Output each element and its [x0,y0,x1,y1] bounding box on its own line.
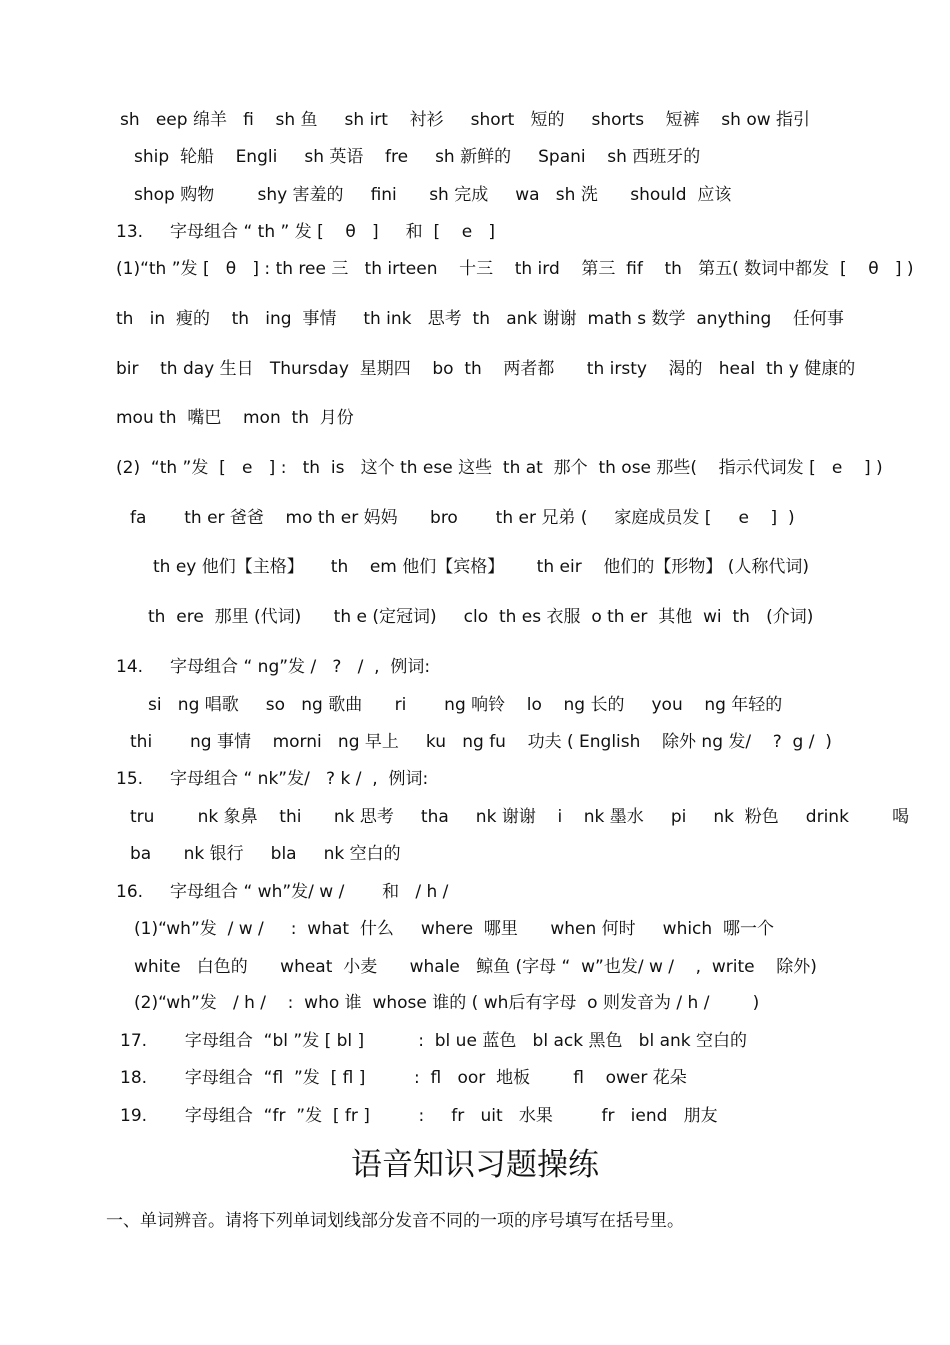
word-list-line-2: ship 轮船 Engli sh 英语 fre sh 新鲜的 Spani sh 西班牙的 [134,147,701,167]
word-list-line-3: shop 购物 shy 害羞的 fini sh 完成 wa sh 洗 should 应该 [134,185,732,205]
rule-heading-16: 16. 字母组合 “ wh”发/ w / 和 / h / [116,882,449,902]
word-list-line-7: bir th day 生日 Thursday 星期四 bo th 两者都 th irsty 渴的 heal th y 健康的 [116,359,856,379]
word-list-line-10: fa th er 爸爸 mo th er 妈妈 bro th er 兄弟 ( 家庭成员发 [ e ] ) [130,508,795,528]
rule-16-part-1: (1)“wh”发 / w / : what 什么 where 哪里 when 何时 which 哪一个 [134,919,774,939]
rule-heading-15: 15. 字母组合 “ nk”发/ ? k / , 例词: [116,769,429,789]
word-list-line-15: thi ng 事情 morni ng 早上 ku ng fu 功夫 ( English 除外 ng 发/ ? g / ) [130,732,832,752]
word-list-line-11: th ey 他们【主格】 th em 他们【宾格】 th eir 他们的【形物】 (人称代词) [153,557,809,577]
word-list-line-1: sh eep 绵羊 fi sh 鱼 sh irt 衬衫 short 短的 shorts 短裤 sh ow 指引 [120,110,811,130]
rule-19: 19. 字母组合 “fr ”发 [ fr ] : fr uit 水果 fr iend 朋友 [120,1106,718,1126]
rule-13-part-1: (1)“th ”发 [ θ ] : th ree 三 th irteen 十三 th ird 第三 fif th 第五( 数词中都发 [ θ ] ) [116,259,914,279]
word-list-line-18: ba nk 银行 bla nk 空白的 [130,844,401,864]
word-list-line-8: mou th 嘴巴 mon th 月份 [116,408,354,428]
exercise-instruction: 一、单词辨音。请将下列单词划线部分发音不同的一项的序号填写在括号里。 [106,1211,684,1231]
word-list-line-14: si ng 唱歌 so ng 歌曲 ri ng 响铃 lo ng 长的 you ng 年轻的 [148,695,783,715]
rule-18: 18. 字母组合 “fl ”发 [ fl ] : fl oor 地板 fl ower 花朵 [120,1068,687,1088]
section-title: 语音知识习题操练 [351,1147,599,1183]
word-list-line-17: tru nk 象鼻 thi nk 思考 tha nk 谢谢 i nk 墨水 pi nk 粉色 drink 喝 [130,807,910,827]
rule-heading-13: 13. 字母组合 “ th ” 发 [ θ ] 和 [ e ] [116,222,495,242]
rule-heading-14: 14. 字母组合 “ ng”发 / ? / , 例词: [116,657,431,677]
rule-13-part-2: (2) “th ”发 [ e ] : th is 这个 th ese 这些 th at 那个 th ose 那些( 指示代词发 [ e ] ) [116,458,883,478]
word-list-line-6: th in 瘦的 th ing 事情 th ink 思考 th ank 谢谢 math s 数学 anything 任何事 [116,309,844,329]
rule-17: 17. 字母组合 “bl ”发 [ bl ] : bl ue 蓝色 bl ack 黑色 bl ank 空白的 [120,1031,748,1051]
rule-16-part-2: (2)“wh”发 / h / : who 谁 whose 谁的 ( wh后有字母 o 则发音为 / h / ) [134,993,760,1013]
word-list-line-12: th ere 那里 (代词) th e (定冠词) clo th es 衣服 o th er 其他 wi th (介词) [148,607,814,627]
word-list-line-21: white 白色的 wheat 小麦 whale 鲸鱼 (字母 “ w”也发/ w / , write 除外) [134,957,817,977]
